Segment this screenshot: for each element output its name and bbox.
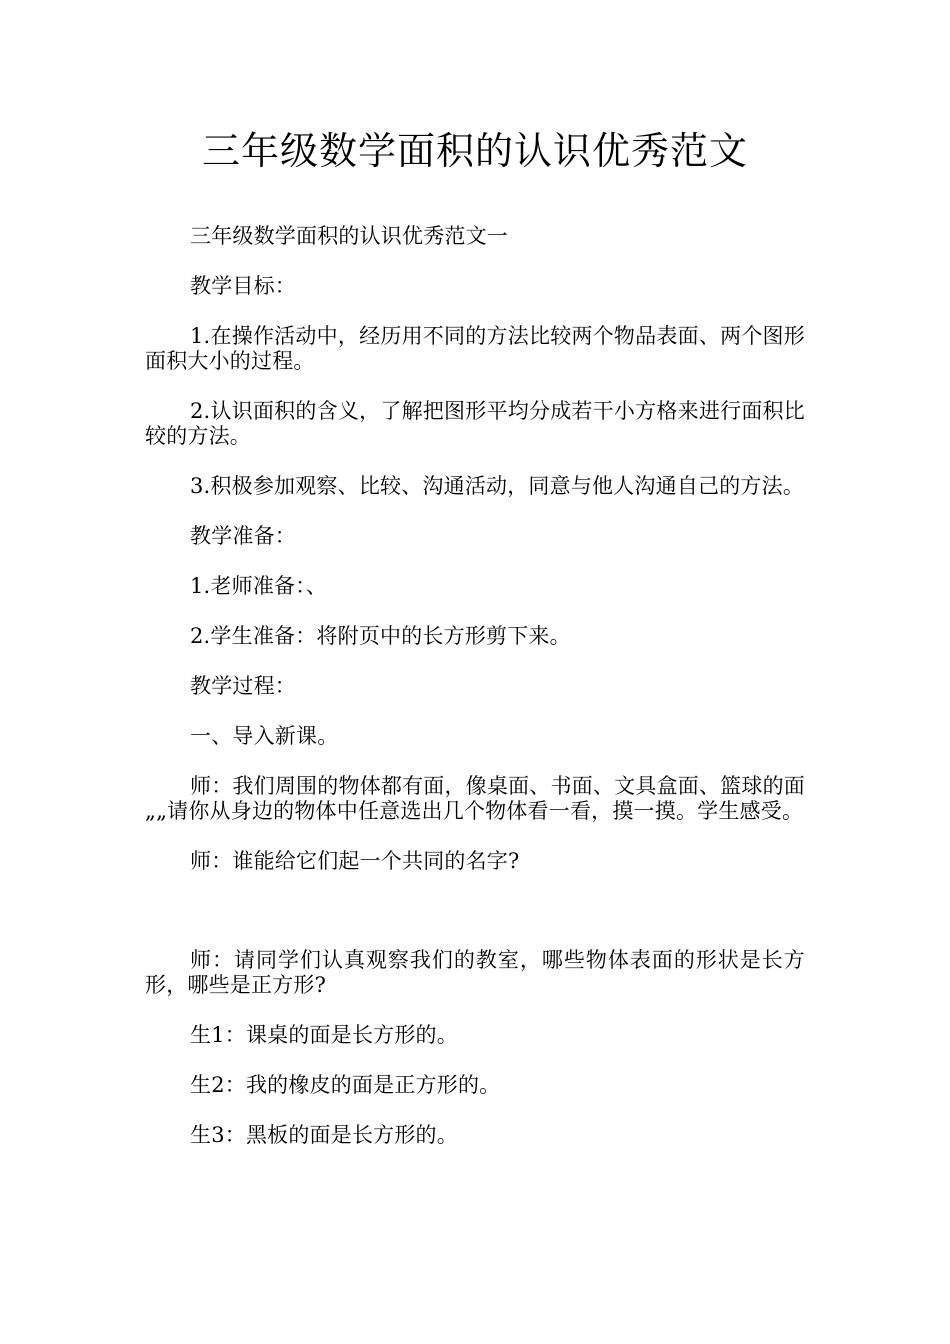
paragraph-goal-3: 3.积极参加观察、比较、沟通活动，同意与他人沟通自己的方法。 xyxy=(190,474,805,498)
paragraph-goal-2: 2.认识面积的含义，了解把图形平均分成若干小方格来进行面积比较的方法。 xyxy=(145,399,805,448)
paragraph-process-heading: 教学过程： xyxy=(190,674,296,698)
paragraph-prep-1: 1.老师准备：、 xyxy=(190,574,328,598)
paragraph-goals-heading: 教学目标： xyxy=(190,274,296,298)
paragraph-section-heading: 三年级数学面积的认识优秀范文一 xyxy=(190,224,508,248)
paragraph-teacher-2: 师：谁能给它们起一个共同的名字? xyxy=(190,849,520,873)
document-title: 三年级数学面积的认识优秀范文 xyxy=(201,129,748,173)
paragraph-prep-2: 2.学生准备：将附页中的长方形剪下来。 xyxy=(190,624,571,648)
paragraph-student-1: 生1：课桌的面是长方形的。 xyxy=(190,1023,458,1047)
paragraph-prep-heading: 教学准备： xyxy=(190,524,296,548)
paragraph-teacher-3: 师：请同学们认真观察我们的教室，哪些物体表面的形状是长方形，哪些是正方形? xyxy=(145,948,805,997)
paragraph-goal-1: 1.在操作活动中，经历用不同的方法比较两个物品表面、两个图形面积大小的过程。 xyxy=(145,324,805,373)
paragraph-student-3: 生3：黑板的面是长方形的。 xyxy=(190,1123,458,1147)
document-body xyxy=(145,224,805,1173)
paragraph-teacher-1: 师：我们周围的物体都有面，像桌面、书面、文具盒面、篮球的面„„请你从身边的物体中任意选出几个物体看一看，摸一摸。学生感受。 xyxy=(145,774,805,823)
paragraph-step-1: 一、导入新课。 xyxy=(190,724,339,748)
paragraph-student-2: 生2：我的橡皮的面是正方形的。 xyxy=(190,1073,501,1097)
